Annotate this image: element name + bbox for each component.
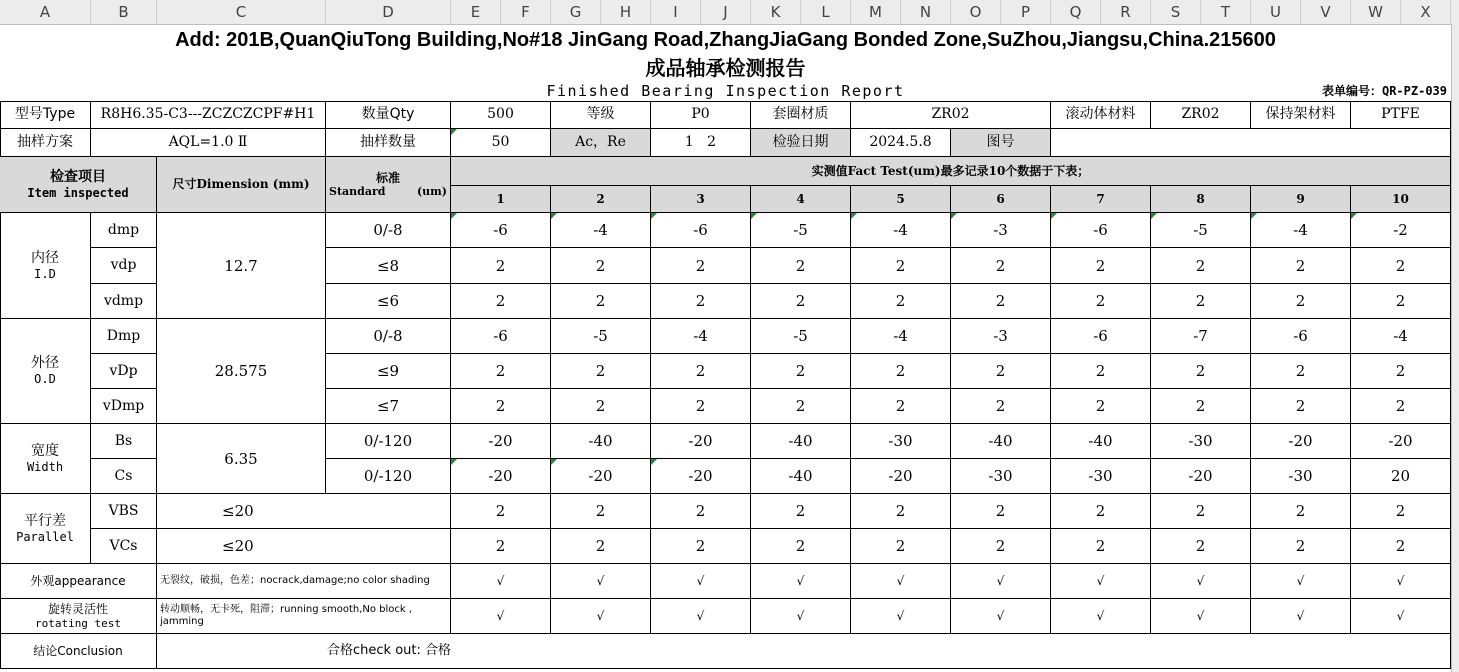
item-header-en: Item inspected: [27, 185, 129, 200]
grade-label[interactable]: 等级: [551, 101, 651, 129]
measurement-value[interactable]: -20: [651, 459, 751, 494]
measured-header[interactable]: 实测值Fact Test(um)最多记录10个数据于下表；: [451, 157, 1451, 186]
cage-material-value[interactable]: PTFE: [1351, 101, 1451, 129]
group-label[interactable]: [0, 319, 91, 424]
ring-material-value[interactable]: ZR02: [851, 101, 1051, 129]
column-letter[interactable]: D: [326, 0, 451, 24]
sample-number[interactable]: 8: [1151, 186, 1251, 213]
measurement-value[interactable]: 2: [1051, 354, 1151, 389]
measurement-value[interactable]: -40: [951, 424, 1051, 459]
check-mark[interactable]: √: [951, 599, 1051, 634]
param-name[interactable]: dmp: [91, 213, 157, 248]
check-mark[interactable]: √: [851, 599, 951, 634]
dimension-value[interactable]: 28.575: [157, 319, 326, 424]
measurement-value[interactable]: 2: [1251, 248, 1351, 284]
ac-re-value[interactable]: 1 2: [651, 129, 751, 157]
sample-number[interactable]: 4: [751, 186, 851, 213]
column-letter[interactable]: N: [901, 0, 951, 24]
sample-number[interactable]: 7: [1051, 186, 1151, 213]
measurement-value[interactable]: 2: [951, 284, 1051, 319]
form-number: 表单编号：QR-PZ-039: [1321, 84, 1447, 98]
sample-number[interactable]: 6: [951, 186, 1051, 213]
sample-qty-label[interactable]: 抽样数量: [326, 129, 451, 157]
measurement-value[interactable]: 2: [751, 284, 851, 319]
sample-number[interactable]: 2: [551, 186, 651, 213]
measurement-value[interactable]: 2: [1051, 248, 1151, 284]
measurement-value[interactable]: -6: [451, 319, 551, 354]
column-letter[interactable]: G: [551, 0, 601, 24]
appearance-label[interactable]: 外观appearance: [0, 564, 157, 599]
measurement-value[interactable]: 2: [1351, 248, 1451, 284]
inspection-date-value[interactable]: 2024.5.8: [851, 129, 951, 157]
group-label[interactable]: [0, 424, 91, 494]
column-letter[interactable]: Q: [1051, 0, 1101, 24]
measurement-value[interactable]: 2: [451, 529, 551, 564]
measurement-value[interactable]: 2: [551, 284, 651, 319]
column-letter[interactable]: F: [501, 0, 551, 24]
column-letter[interactable]: W: [1351, 0, 1401, 24]
sheet-right-edge: [1451, 24, 1459, 672]
ac-re-label[interactable]: Ac，Re: [551, 129, 651, 157]
check-mark[interactable]: √: [451, 564, 551, 599]
column-letter[interactable]: A: [0, 0, 91, 24]
measurement-value[interactable]: 2: [451, 354, 551, 389]
rotation-label-cn: 旋转灵活性: [47, 602, 108, 617]
measurement-value[interactable]: 2: [651, 248, 751, 284]
check-mark[interactable]: √: [1351, 564, 1451, 599]
measurement-value[interactable]: 2: [1251, 494, 1351, 529]
check-mark[interactable]: √: [551, 599, 651, 634]
measurement-value[interactable]: 2: [751, 354, 851, 389]
conclusion-text[interactable]: 合格check out: 合格: [157, 634, 1451, 669]
check-mark[interactable]: √: [751, 599, 851, 634]
measurement-value[interactable]: -4: [651, 319, 751, 354]
param-name[interactable]: VCs: [91, 529, 157, 564]
measurement-value[interactable]: -5: [751, 319, 851, 354]
standard-value[interactable]: 0/-120: [326, 424, 451, 459]
sample-qty-value[interactable]: 50: [451, 129, 551, 157]
param-name[interactable]: vdmp: [91, 284, 157, 319]
measurement-value[interactable]: 2: [751, 529, 851, 564]
measurement-value[interactable]: -30: [1151, 424, 1251, 459]
item-inspected-header[interactable]: [0, 157, 157, 213]
measurement-value[interactable]: 2: [851, 284, 951, 319]
measurement-value[interactable]: 2: [1051, 284, 1151, 319]
column-letter[interactable]: C: [157, 0, 326, 24]
measurement-value[interactable]: -40: [551, 424, 651, 459]
measurement-value[interactable]: 2: [1151, 389, 1251, 424]
param-name[interactable]: VBS: [91, 494, 157, 529]
measurement-value[interactable]: 2: [1351, 354, 1451, 389]
param-name[interactable]: Bs: [91, 424, 157, 459]
sample-number[interactable]: 3: [651, 186, 751, 213]
measurement-value[interactable]: 2: [751, 389, 851, 424]
sampling-plan-label[interactable]: 抽样方案: [0, 129, 91, 157]
rotation-label-en: rotating test: [34, 616, 122, 630]
standard-value[interactable]: ≤20: [157, 494, 451, 529]
check-mark[interactable]: √: [1151, 599, 1251, 634]
roller-material-label[interactable]: 滚动体材料: [1051, 101, 1151, 129]
measurement-value[interactable]: 2: [451, 494, 551, 529]
type-label[interactable]: 型号Type: [0, 101, 91, 129]
column-letter[interactable]: R: [1101, 0, 1151, 24]
measurement-value[interactable]: 2: [551, 389, 651, 424]
standard-header-cn: 标准: [375, 170, 400, 185]
measurement-value[interactable]: 2: [1051, 389, 1151, 424]
measurement-value[interactable]: 2: [1251, 354, 1351, 389]
column-letter[interactable]: T: [1201, 0, 1251, 24]
drawing-no-value[interactable]: [1051, 129, 1451, 157]
report-title-cn: 成品轴承检测报告: [645, 56, 806, 80]
check-mark[interactable]: √: [1351, 599, 1451, 634]
standard-value[interactable]: ≤6: [326, 284, 451, 319]
check-mark[interactable]: √: [651, 564, 751, 599]
measurement-value[interactable]: -4: [551, 213, 651, 248]
measurement-value[interactable]: 2: [651, 354, 751, 389]
measurement-value[interactable]: -6: [1251, 319, 1351, 354]
measurement-value[interactable]: -6: [451, 213, 551, 248]
standard-value[interactable]: ≤20: [157, 529, 451, 564]
measurement-value[interactable]: -20: [651, 424, 751, 459]
measurement-value[interactable]: 2: [1251, 284, 1351, 319]
measurement-value[interactable]: 2: [951, 354, 1051, 389]
drawing-no-label[interactable]: 图号: [951, 129, 1051, 157]
group-label-cn: 宽度: [31, 442, 59, 459]
group-label-cn: 平行差: [24, 512, 66, 529]
measurement-value[interactable]: -40: [751, 459, 851, 494]
measurement-value[interactable]: 2: [451, 248, 551, 284]
measurement-value[interactable]: 2: [951, 389, 1051, 424]
standard-value[interactable]: ≤7: [326, 389, 451, 424]
dimension-value[interactable]: 6.35: [157, 424, 326, 494]
measurement-value[interactable]: -20: [451, 424, 551, 459]
measurement-value[interactable]: 2: [851, 494, 951, 529]
measurement-value[interactable]: 2: [951, 494, 1051, 529]
measurement-value[interactable]: 2: [551, 494, 651, 529]
column-letter[interactable]: M: [851, 0, 901, 24]
check-mark[interactable]: √: [1251, 564, 1351, 599]
column-letter[interactable]: V: [1301, 0, 1351, 24]
measurement-value[interactable]: -30: [951, 459, 1051, 494]
check-mark[interactable]: √: [451, 599, 551, 634]
measurement-value[interactable]: -20: [451, 459, 551, 494]
measurement-value[interactable]: 2: [1151, 494, 1251, 529]
measurement-value[interactable]: -4: [851, 213, 951, 248]
measurement-value[interactable]: -5: [1151, 213, 1251, 248]
column-letter[interactable]: J: [701, 0, 751, 24]
measurement-value[interactable]: -4: [1251, 213, 1351, 248]
measurement-value[interactable]: -6: [1051, 213, 1151, 248]
conclusion-label[interactable]: 结论Conclusion: [0, 634, 157, 669]
measurement-value[interactable]: -3: [951, 319, 1051, 354]
measurement-value[interactable]: -20: [851, 459, 951, 494]
measurement-value[interactable]: -40: [751, 424, 851, 459]
qty-label[interactable]: 数量Qty: [326, 101, 451, 129]
standard-value[interactable]: 0/-120: [326, 459, 451, 494]
measurement-value[interactable]: -30: [1251, 459, 1351, 494]
roller-material-value[interactable]: ZR02: [1151, 101, 1251, 129]
measurement-value[interactable]: 2: [451, 389, 551, 424]
measurement-value[interactable]: 2: [551, 529, 651, 564]
measurement-value[interactable]: -6: [651, 213, 751, 248]
dimension-header[interactable]: 尺寸Dimension (mm): [157, 157, 326, 213]
measurement-value[interactable]: -3: [951, 213, 1051, 248]
measurement-value[interactable]: 2: [651, 389, 751, 424]
column-letter[interactable]: B: [91, 0, 157, 24]
measurement-value[interactable]: 2: [451, 284, 551, 319]
measurement-value[interactable]: 2: [551, 354, 651, 389]
standard-value[interactable]: ≤9: [326, 354, 451, 389]
standard-value[interactable]: 0/-8: [326, 319, 451, 354]
sample-number[interactable]: 10: [1351, 186, 1451, 213]
measurement-value[interactable]: 2: [1151, 248, 1251, 284]
measurement-value[interactable]: 2: [1051, 494, 1151, 529]
type-value[interactable]: R8H6.35-C3---ZCZCZCPF#H1: [91, 101, 326, 129]
measurement-value[interactable]: 2: [1351, 529, 1451, 564]
param-name[interactable]: vDp: [91, 354, 157, 389]
measurement-value[interactable]: 20: [1351, 459, 1451, 494]
column-letter[interactable]: I: [651, 0, 701, 24]
measurement-value[interactable]: 2: [1351, 494, 1451, 529]
company-address: Add: 201B,QuanQiuTong Building,No#18 JinGang Road,ZhangJiaGang Bonded Zone,SuZhou,Jiangsu,China.215600: [175, 29, 1276, 51]
measurement-value[interactable]: 2: [651, 284, 751, 319]
check-mark[interactable]: √: [951, 564, 1051, 599]
sample-number[interactable]: 9: [1251, 186, 1351, 213]
grade-value[interactable]: P0: [651, 101, 751, 129]
measurement-value[interactable]: -6: [1051, 319, 1151, 354]
group-label-en: I.D: [34, 266, 56, 281]
measurement-value[interactable]: -20: [551, 459, 651, 494]
measurement-value[interactable]: 2: [1151, 529, 1251, 564]
standard-unit: (um): [416, 185, 447, 199]
column-letter[interactable]: K: [751, 0, 801, 24]
group-label-en: O.D: [34, 372, 56, 387]
measurement-value[interactable]: 2: [951, 529, 1051, 564]
ring-material-label[interactable]: 套圈材质: [751, 101, 851, 129]
measurement-value[interactable]: 2: [651, 529, 751, 564]
measurement-value[interactable]: -2: [1351, 213, 1451, 248]
measurement-value[interactable]: 2: [851, 354, 951, 389]
param-name[interactable]: Dmp: [91, 319, 157, 354]
measurement-value[interactable]: -5: [551, 319, 651, 354]
check-mark[interactable]: √: [851, 564, 951, 599]
measurement-value[interactable]: -5: [751, 213, 851, 248]
standard-header[interactable]: [326, 157, 451, 213]
column-letter[interactable]: L: [801, 0, 851, 24]
measurement-value[interactable]: 2: [1051, 529, 1151, 564]
measurement-value[interactable]: 2: [751, 248, 851, 284]
measurement-value[interactable]: 2: [1151, 284, 1251, 319]
group-label-en: Width: [26, 459, 64, 474]
check-mark[interactable]: √: [551, 564, 651, 599]
measurement-value[interactable]: -4: [851, 319, 951, 354]
group-label[interactable]: [0, 494, 91, 564]
column-letter[interactable]: P: [1001, 0, 1051, 24]
measurement-value[interactable]: -30: [851, 424, 951, 459]
cage-material-label[interactable]: 保持架材料: [1251, 101, 1351, 129]
measurement-value[interactable]: -20: [1351, 424, 1451, 459]
measurement-value[interactable]: 2: [651, 494, 751, 529]
standard-value[interactable]: ≤8: [326, 248, 451, 284]
sampling-plan-value[interactable]: AQL=1.0 Ⅱ: [91, 129, 326, 157]
measurement-value[interactable]: -20: [1251, 424, 1351, 459]
measurement-value[interactable]: 2: [1351, 284, 1451, 319]
group-label-en: Parallel: [16, 529, 74, 544]
standard-value[interactable]: 0/-8: [326, 213, 451, 248]
measurement-value[interactable]: 2: [551, 248, 651, 284]
item-header-cn: 检查项目: [50, 168, 106, 185]
measurement-value[interactable]: -7: [1151, 319, 1251, 354]
dimension-value[interactable]: 12.7: [157, 213, 326, 319]
group-label-cn: 外径: [31, 355, 59, 372]
column-letter[interactable]: S: [1151, 0, 1201, 24]
column-letter[interactable]: E: [451, 0, 501, 24]
sample-number[interactable]: 1: [451, 186, 551, 213]
rotation-criteria[interactable]: 转动顺畅，无卡死，阻滞；running smooth,No block , jamming: [157, 599, 451, 634]
sample-number[interactable]: 5: [851, 186, 951, 213]
check-mark[interactable]: √: [751, 564, 851, 599]
measurement-value[interactable]: 2: [851, 529, 951, 564]
measurement-value[interactable]: -30: [1051, 459, 1151, 494]
measurement-value[interactable]: 2: [851, 248, 951, 284]
check-mark[interactable]: √: [1051, 564, 1151, 599]
column-letter[interactable]: O: [951, 0, 1001, 24]
measurement-value[interactable]: 2: [1251, 529, 1351, 564]
appearance-criteria[interactable]: 无裂纹，破损，色差；nocrack,damage;no color shading: [157, 564, 451, 599]
measurement-value[interactable]: -40: [1051, 424, 1151, 459]
check-mark[interactable]: √: [1151, 564, 1251, 599]
param-name[interactable]: vdp: [91, 248, 157, 284]
measurement-value[interactable]: 2: [1151, 354, 1251, 389]
group-label[interactable]: [0, 213, 91, 319]
measurement-value[interactable]: 2: [1351, 389, 1451, 424]
measurement-value[interactable]: -20: [1151, 459, 1251, 494]
measurement-value[interactable]: 2: [751, 494, 851, 529]
measurement-value[interactable]: 2: [851, 389, 951, 424]
standard-label: Standard: [329, 185, 386, 199]
group-label-cn: 内径: [31, 249, 59, 266]
report-title-en: Finished Bearing Inspection Report: [546, 82, 905, 100]
column-letter[interactable]: H: [601, 0, 651, 24]
standard-header-en: [329, 185, 447, 198]
measurement-value[interactable]: 2: [1251, 389, 1351, 424]
check-mark[interactable]: √: [651, 599, 751, 634]
param-name[interactable]: vDmp: [91, 389, 157, 424]
measurement-value[interactable]: 2: [951, 248, 1051, 284]
measurement-value[interactable]: -4: [1351, 319, 1451, 354]
check-mark[interactable]: √: [1051, 599, 1151, 634]
check-mark[interactable]: √: [1251, 599, 1351, 634]
rotation-label[interactable]: [0, 599, 157, 634]
param-name[interactable]: Cs: [91, 459, 157, 494]
inspection-date-label[interactable]: 检验日期: [751, 129, 851, 157]
column-header-bar: [0, 0, 1459, 25]
column-letter[interactable]: U: [1251, 0, 1301, 24]
column-letter[interactable]: X: [1401, 0, 1451, 24]
qty-value[interactable]: 500: [451, 101, 551, 129]
